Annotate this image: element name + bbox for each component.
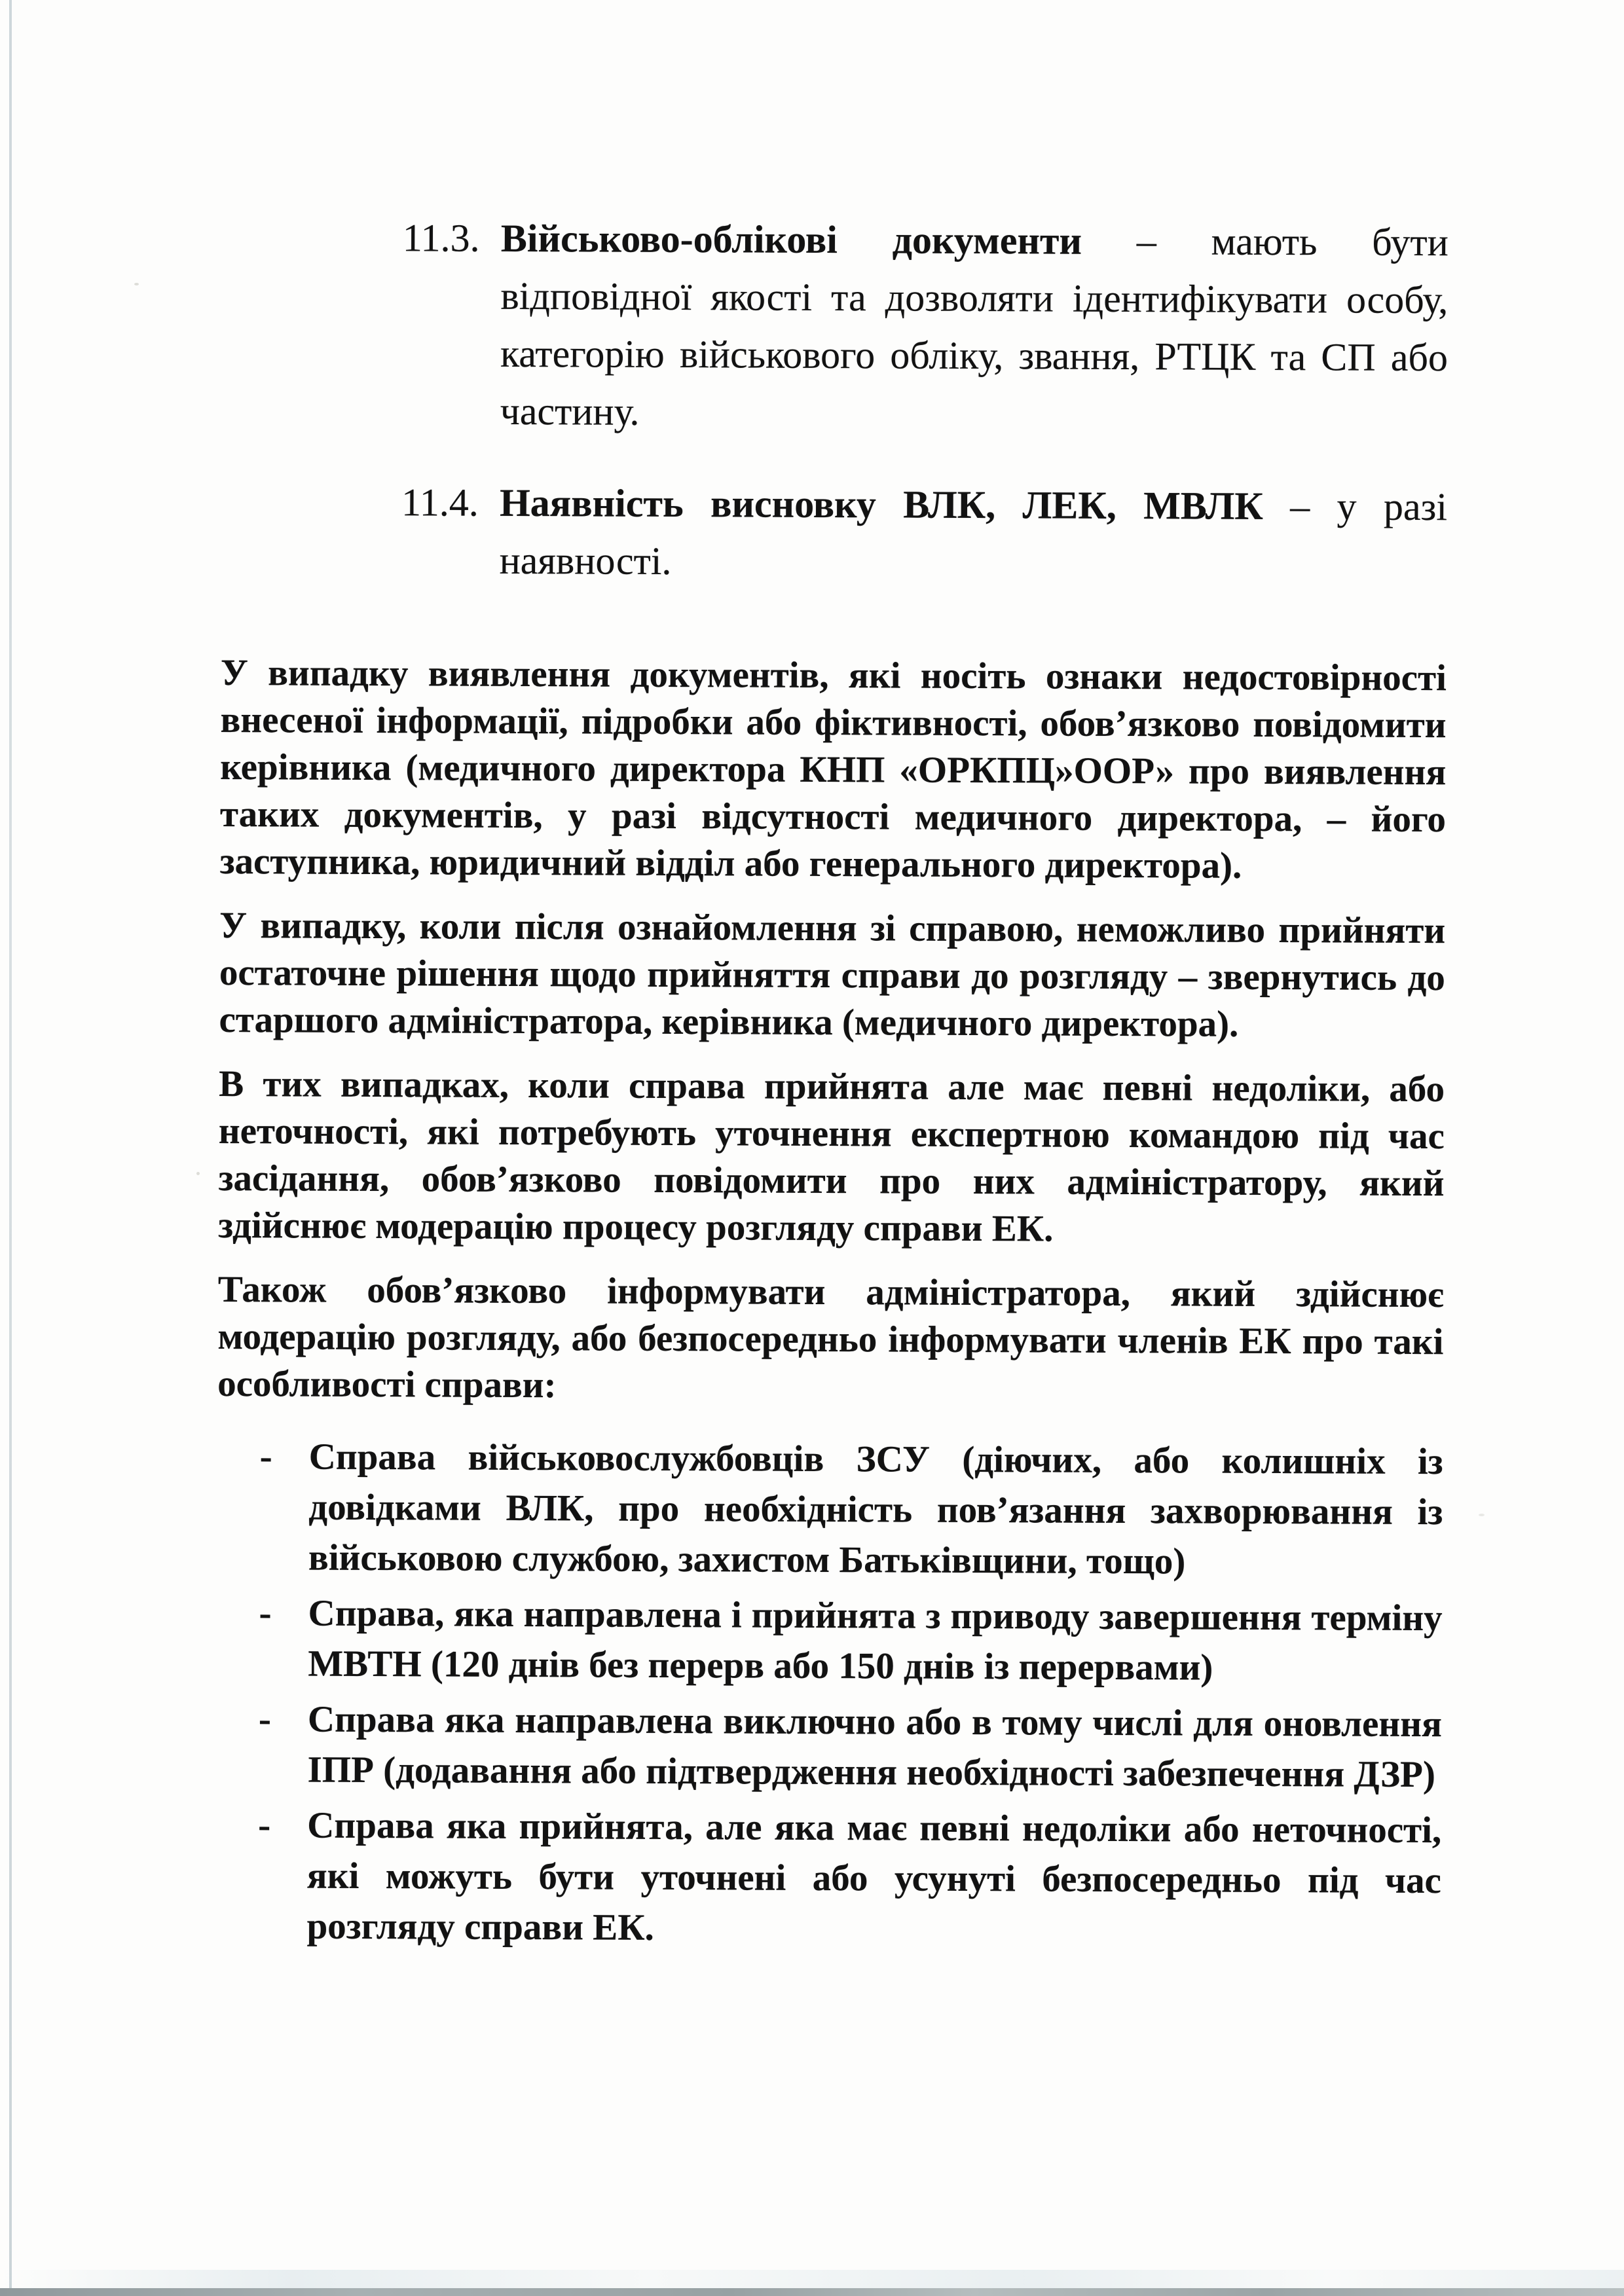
bullet-item xyxy=(216,1588,1443,1694)
item-text xyxy=(499,474,1447,593)
bullet-dash-marker: - xyxy=(259,1592,272,1634)
bullet-list xyxy=(215,1431,1443,1956)
document-content xyxy=(215,208,1449,1961)
item-number: 11.3. xyxy=(402,216,480,260)
item-rest: – у разі наявності. xyxy=(499,484,1448,583)
bullet-text: Справа військовослужбовців ЗСУ (діючих, або колишніх із довідками ВЛК, про необхідність пов’язання захворювання із військовою службою, захистом Батьківщини, тощо) xyxy=(308,1436,1443,1582)
scan-speck xyxy=(1479,1514,1485,1516)
paragraph: У випадку виявлення документів, які носіть ознаки недостовірності внесеної інформації, підробки або фіктивності, обов’язково повідомити керівника (медичного директора КНП «ОРКПЦ»ООР» про виявлення таких документів, у разі відсутності медичного директора, – його заступника, юридичний відділ або генерального директора). xyxy=(219,651,1447,886)
numbered-item-11-4 xyxy=(221,473,1447,593)
item-rest: – мають бути відповідної якості та дозволяти ідентифікувати особу, категорію військового обліку, звання, РТЦК та СП або частину. xyxy=(500,219,1449,433)
item-lead-bold: Військово-облікові документи xyxy=(500,216,1082,263)
scan-haze-bottom xyxy=(0,2270,1624,2289)
bullet-item xyxy=(215,1800,1441,1956)
numbered-item-11-3 xyxy=(221,208,1449,444)
bullet-item xyxy=(215,1694,1442,1800)
bullet-text: Справа яка направлена виключно або в тому числі для оновлення ІПР (додавання або підтвердження необхідності забезпечення ДЗР) xyxy=(307,1698,1443,1796)
bullet-dash-marker: - xyxy=(259,1436,272,1478)
bullet-text: Справа, яка направлена і прийнята з приводу завершення терміну МВТН (120 днів без перерв або 150 днів із перервами) xyxy=(308,1592,1443,1688)
bullet-item xyxy=(217,1431,1443,1588)
body-paragraphs xyxy=(217,649,1447,1413)
bullet-dash-marker: - xyxy=(258,1698,272,1740)
item-lead-bold: Наявність висновку ВЛК, ЛЕК, МВЛК xyxy=(499,481,1263,528)
scan-speck xyxy=(196,1172,200,1175)
item-number: 11.4. xyxy=(401,481,479,524)
paragraph: В тих випадках, коли справа прийнята але має певні недоліки, або неточності, які потребують уточнення експертною командою під час засідання, обов’язково повідомити про них адміністратору, який здійснює модерацію процесу розгляду справи ЕК. xyxy=(218,1063,1445,1250)
bullet-dash-marker: - xyxy=(258,1804,271,1846)
paragraph: У випадку, коли після ознайомлення зі справою, неможливо прийняти остаточне рішення щодо прийняття справи до розгляду – звернутись до старшого адміністратора, керівника (медичного директора). xyxy=(219,904,1446,1045)
scan-edge-line-left xyxy=(9,0,12,2296)
bullet-text: Справа яка прийнята, але яка має певні недоліки або неточності, які можуть бути уточнені або усунуті безпосередньо під час розгляду справи ЕК. xyxy=(306,1804,1442,1948)
paragraph: Також обов’язково інформувати адміністратора, який здійснює модерацію розгляду, або безпосередньо інформувати членів ЕК про такі особливості справи: xyxy=(217,1268,1444,1406)
item-text xyxy=(500,210,1449,444)
scan-edge-strip-bottom xyxy=(0,2288,1624,2296)
scan-speck xyxy=(134,283,139,285)
